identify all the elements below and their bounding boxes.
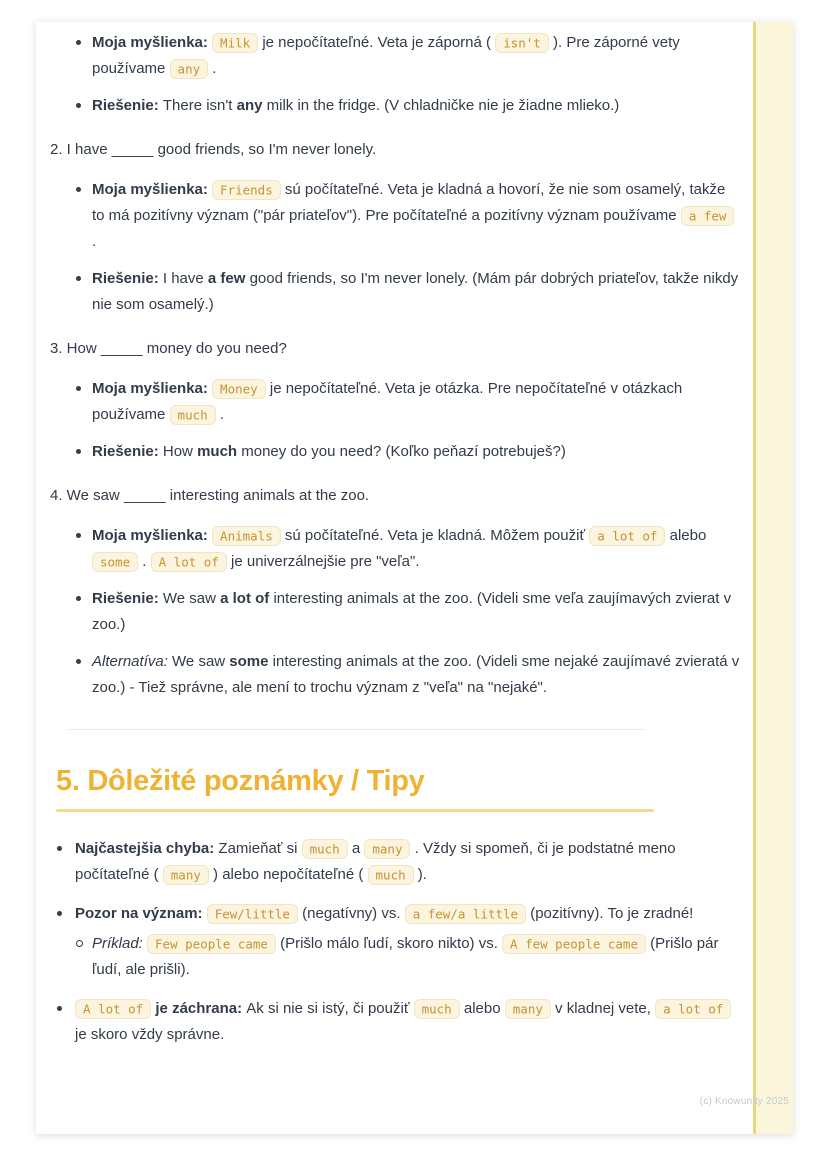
code-chip: much <box>414 999 460 1019</box>
list-item <box>48 901 740 983</box>
analysis-list <box>48 30 740 119</box>
text: (Prišlo pár ľudí, ale prišli). <box>92 935 719 978</box>
bold-text: je záchrana: <box>155 1000 247 1017</box>
bold-text: any <box>236 97 263 114</box>
italic-text: Príklad: <box>92 935 148 952</box>
document-page <box>36 22 793 1134</box>
text: je nepočítateľné. Veta je záporná ( <box>258 34 496 51</box>
text: money do you need? (Koľko peňazí potrebuješ?) <box>237 443 566 460</box>
list-item <box>48 266 740 318</box>
text: je nepočítateľné. Veta je otázka. Pre nepočítateľné v otázkach používame <box>92 380 683 423</box>
code-chip: Money <box>212 379 266 399</box>
code-chip: some <box>92 552 138 572</box>
text: interesting animals at the zoo. (Videli sme veľa zaujímavých zvierat v zoo.) <box>92 590 732 633</box>
code-chip: many <box>163 865 209 885</box>
code-chip: A lot of <box>151 552 227 572</box>
bold-text: Moja myšlienka: <box>92 34 213 51</box>
analysis-list <box>48 523 740 701</box>
list-item <box>48 996 740 1048</box>
text: alebo <box>665 527 707 544</box>
list-item <box>48 376 740 428</box>
text: sú počítateľné. Veta je kladná. Môžem použiť <box>280 527 590 544</box>
text: v kladnej vete, <box>550 1000 656 1017</box>
tips-list <box>48 836 740 1048</box>
bold-text: Moja myšlienka: <box>92 527 213 544</box>
code-chip: Friends <box>212 180 281 200</box>
code-chip: many <box>364 839 410 859</box>
text: 3. How _____ money do you need? <box>50 340 287 357</box>
bold-text: Najčastejšia chyba: <box>75 840 219 857</box>
code-chip: Animals <box>212 526 281 546</box>
exercise-question <box>50 137 740 163</box>
text: a <box>347 840 365 857</box>
text: ). <box>413 866 427 883</box>
code-chip: A few people came <box>502 934 646 954</box>
text: We saw <box>172 653 230 670</box>
code-chip: Milk <box>212 33 258 53</box>
text: . <box>138 553 151 570</box>
code-chip: much <box>368 865 414 885</box>
heading-underline <box>56 809 654 812</box>
section-heading: 5. Dôležité poznámky / Tipy <box>56 765 425 797</box>
text: je univerzálnejšie pre "veľa". <box>226 553 420 570</box>
exercise-question <box>50 336 740 362</box>
code-chip: much <box>302 839 348 859</box>
section-divider <box>68 729 645 730</box>
text: 2. I have _____ good friends, so I'm never lonely. <box>50 141 377 158</box>
list-item <box>48 523 740 575</box>
text: alebo <box>459 1000 505 1017</box>
code-chip: a lot of <box>589 526 665 546</box>
code-chip: A lot of <box>75 999 151 1019</box>
code-chip: isn't <box>495 33 549 53</box>
text: I have <box>162 270 208 287</box>
list-item <box>48 93 740 119</box>
text: How <box>162 443 198 460</box>
list-item <box>48 439 740 465</box>
text: Ak si nie si istý, či použiť <box>246 1000 414 1017</box>
text: interesting animals at the zoo. (Videli sme nejaké zaujímavé zvieratá v zoo.) - Tiež správne, ale mení to trochu význam z "veľa" na "nejaké". <box>92 653 740 696</box>
text: ) alebo nepočítateľné ( <box>208 866 368 883</box>
text: (negatívny) vs. <box>297 905 405 922</box>
text: sú počítateľné. Veta je kladná a hovorí, že nie som osamelý, takže to má pozitívny význam ("pár priateľov"). Pre počítateľné a pozitívny význam používame <box>92 181 726 224</box>
code-chip: Few/little <box>207 904 298 924</box>
code-chip: much <box>170 405 216 425</box>
document-content <box>48 30 740 1061</box>
bold-text: Riešenie: <box>92 97 163 114</box>
sub-list-item <box>75 931 740 983</box>
code-chip: a few <box>681 206 735 226</box>
bold-text: a few <box>207 270 246 287</box>
text: . <box>208 60 217 77</box>
bold-text: Riešenie: <box>92 443 163 460</box>
analysis-list <box>48 177 740 318</box>
text: 4. We saw _____ interesting animals at the zoo. <box>50 487 370 504</box>
text: . <box>92 233 97 250</box>
text: good friends, so I'm never lonely. (Mám pár dobrých priateľov, takže nikdy nie som osamelý.) <box>92 270 739 313</box>
text: milk in the fridge. (V chladničke nie je žiadne mlieko.) <box>262 97 620 114</box>
text: je skoro vždy správne. <box>75 1026 225 1043</box>
list-item <box>48 836 740 888</box>
code-chip: a lot of <box>655 999 731 1019</box>
text: . Vždy si spomeň, či je podstatné meno počítateľné ( <box>75 840 676 883</box>
exercise-question <box>50 483 740 509</box>
code-chip: any <box>170 59 209 79</box>
text: (pozitívny). To je zradné! <box>526 905 694 922</box>
code-chip: a few/a little <box>405 904 526 924</box>
analysis-list <box>48 376 740 465</box>
bold-text: Riešenie: <box>92 270 163 287</box>
text: We saw <box>162 590 221 607</box>
bold-text: some <box>229 653 269 670</box>
code-chip: Few people came <box>147 934 276 954</box>
code-chip: many <box>505 999 551 1019</box>
text: . <box>215 406 224 423</box>
bold-text: a lot of <box>220 590 270 607</box>
list-item <box>48 177 740 255</box>
list-item <box>48 586 740 638</box>
list-item <box>48 30 740 82</box>
bold-text: Riešenie: <box>92 590 163 607</box>
text: There isn't <box>162 97 237 114</box>
bold-text: Moja myšlienka: <box>92 181 213 198</box>
page-margin-strip <box>753 22 793 1134</box>
bold-text: Pozor na význam: <box>75 905 207 922</box>
list-item <box>48 649 740 701</box>
watermark: (c) Knowunity 2025 <box>699 1096 789 1107</box>
italic-text: Alternatíva: <box>92 653 173 670</box>
text: Zamieňať si <box>218 840 302 857</box>
text: (Prišlo málo ľudí, skoro nikto) vs. <box>275 935 503 952</box>
bold-text: Moja myšlienka: <box>92 380 213 397</box>
example-sublist <box>75 931 740 983</box>
text: ). Pre záporné vety používame <box>92 34 680 77</box>
bold-text: much <box>197 443 238 460</box>
